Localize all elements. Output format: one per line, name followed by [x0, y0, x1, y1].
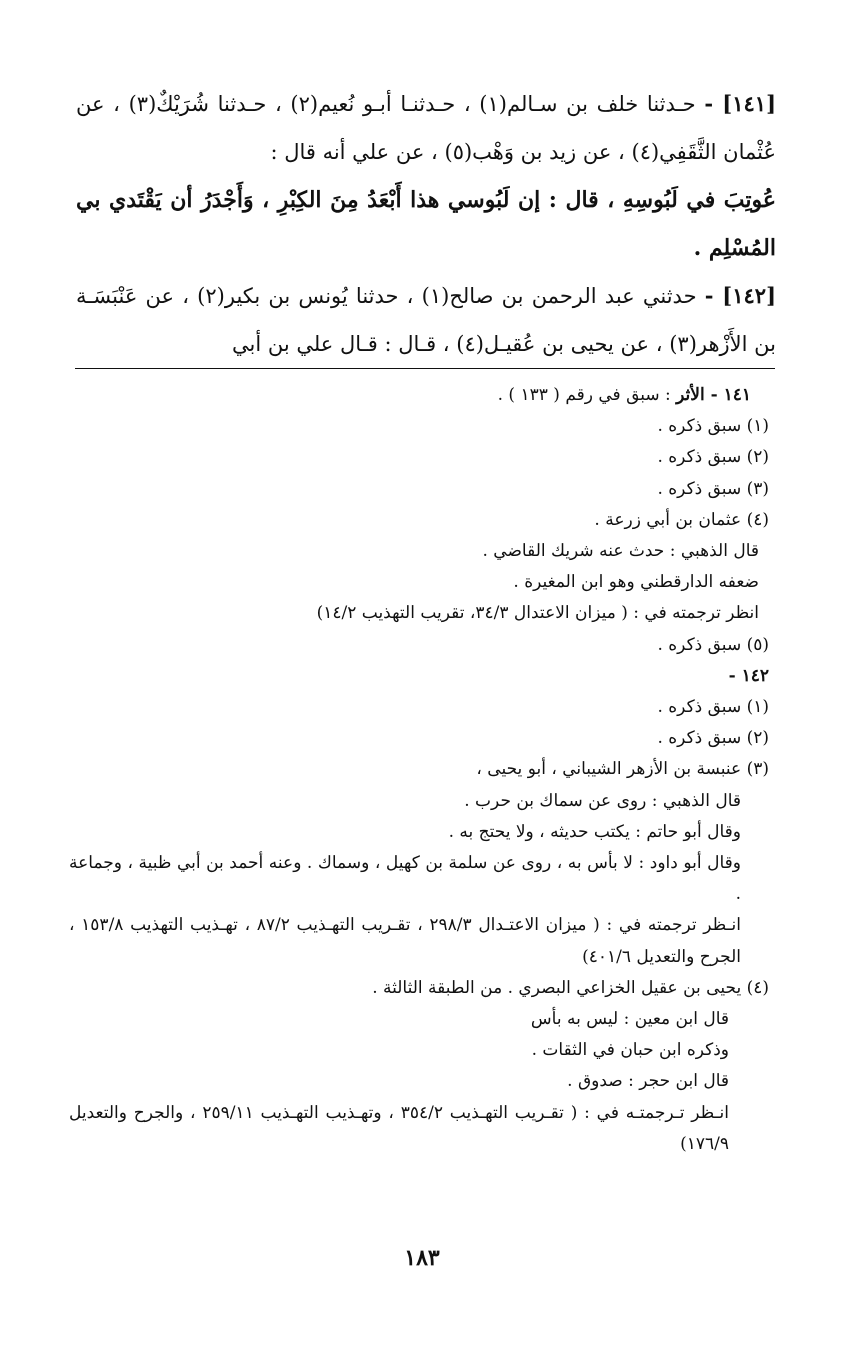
footnote-line: (١) سبق ذكره .	[657, 416, 769, 437]
footnote-heading: ١٤١ - الأثر : سبق في رقم ( ١٣٣ ) .	[497, 385, 751, 405]
footnote-line: ضعفه الدارقطني وهو ابن المغيرة .	[513, 572, 759, 593]
footnote-line: (١) سبق ذكره .	[657, 697, 769, 718]
footnote-line: (٤) عثمان بن أبي زرعة .	[594, 509, 769, 530]
footnotes	[69, 380, 769, 1160]
footnote-line: انـظر ترجمته في : ( ميزان الاعتـدال ٢٩٨/٣ ، تقـريب التهـذيب ٨٧/٢ ، تهـذيب التهذيب ١٥٣/٨ ، الجرح والتعديل ٤٠١/٦)	[69, 915, 741, 967]
footnote-line: انظر ترجمته في : ( ميزان الاعتدال ٣٤/٣، تقريب التهذيب ١٤/٢)	[316, 603, 759, 624]
footnote-line: (٣) عنبسة بن الأزهر الشيباني ، أبو يحيى ،	[476, 759, 769, 780]
isnad-text: حـدثنا خلف بن سـالم(١) ، حـدثنـا أبـو نُعيم(٢) ، حـدثنا شُرَيْكٌ(٣) ، عن عُثْمان الثَّقَفِي(٤) ، عن زيد بن وَهْب(٥) ، عن علي أنه قال :	[76, 92, 776, 164]
footnote-line: (٢) سبق ذكره .	[657, 447, 769, 468]
footnote-heading: ١٤٢ -	[728, 665, 769, 686]
isnad-text: حدثني عبد الرحمن بن صالح(١) ، حدثنا يُونس بن بكير(٢) ، عن عَنْبَسَـة بن الأَزْهر(٣) ، عن يحيى بن عُقيـل(٤) ، قـال : قـال علي بن أبي	[76, 284, 776, 356]
footnote-line: (٢) سبق ذكره .	[657, 728, 769, 749]
footnote-line: (٤) يحيى بن عقيل الخزاعي البصري . من الطبقة الثالثة .	[372, 977, 769, 998]
footnote-line: (٥) سبق ذكره .	[657, 634, 769, 655]
footnote-line: وقال أبو داود : لا بأس به ، روى عن سلمة بن كهيل ، وسماك . وعنه أحمد بن أبي ظبية ، وجماعة .	[69, 853, 741, 905]
footnote-divider	[75, 368, 775, 369]
footnote-line: قال ابن حجر : صدوق .	[567, 1071, 729, 1092]
footnote-line: انـظر تـرجمتـه في : ( تقـريب التهـذيب ٣٥٤/٢ ، وتهـذيب التهـذيب ٢٥٩/١١ ، والجرح والتعديل ١٧٦/٩)	[69, 1102, 729, 1154]
hadith-number: [١٤٢] -	[704, 283, 776, 308]
hadith-141-matn: عُوتِبَ في لَبُوسِهِ ، قال : إن لَبُوسي هذا أَبْعَدُ مِنَ الكِبْرِ ، وَأَجْدَرُ أن يَقْتَدي بي المُسْلِم .	[76, 187, 776, 261]
hadith-142	[76, 272, 776, 368]
footnote-line: (٣) سبق ذكره .	[657, 478, 769, 499]
footnote-line: قال الذهبي : حدث عنه شريك القاضي .	[482, 541, 759, 562]
footnote-line: وذكره ابن حبان في الثقات .	[531, 1040, 729, 1061]
footnote-line: قال الذهبي : روى عن سماك بن حرب .	[464, 790, 741, 811]
hadith-141	[76, 80, 776, 176]
footnote-line: وقال أبو حاتم : يكتب حديثه ، ولا يحتج به .	[448, 821, 741, 842]
footnote-line: قال ابن معين : ليس به بأس	[530, 1009, 729, 1030]
hadith-number: [١٤١] -	[704, 91, 777, 116]
main-text	[76, 80, 776, 368]
page-number: ١٨٣	[404, 1245, 440, 1271]
